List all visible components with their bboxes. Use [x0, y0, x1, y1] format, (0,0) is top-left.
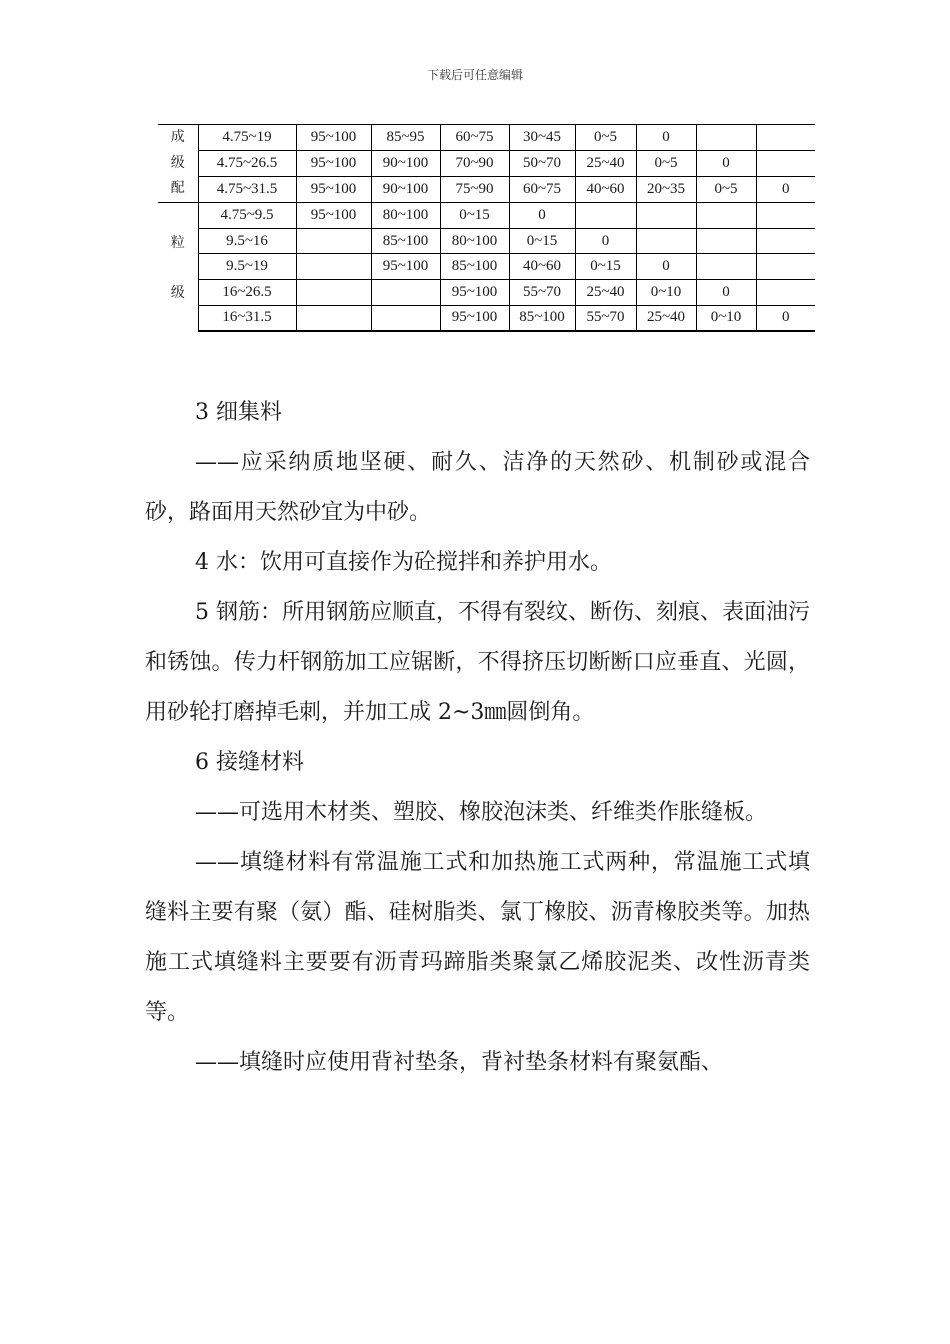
passing-percent-cell: 25~40 [636, 305, 696, 331]
passing-percent-cell: 0 [636, 125, 696, 151]
category-char: 成 [170, 129, 185, 145]
passing-percent-cell: 0 [756, 305, 815, 331]
passing-percent-cell: 0~5 [636, 151, 696, 177]
passing-percent-cell: 85~95 [371, 125, 440, 151]
paragraph: ——应采纳质地坚硬、耐久、洁净的天然砂、机制砂或混合砂，路面用天然砂宜为中砂。 [145, 450, 810, 525]
paragraph: ——填缝时应使用背衬垫条，背衬垫条材料有聚氨酯、 [195, 1050, 724, 1075]
table-row [158, 177, 815, 203]
passing-percent-cell: 25~40 [575, 280, 636, 306]
passing-percent-cell: 95~100 [371, 254, 440, 280]
passing-percent-cell: 70~90 [440, 151, 509, 177]
body-text [145, 388, 810, 1088]
category-char: 配 [170, 180, 185, 197]
size-range-cell: 9.5~16 [198, 228, 296, 254]
passing-percent-cell: 85~100 [371, 228, 440, 254]
passing-percent-cell: 90~100 [371, 177, 440, 203]
passing-percent-cell [696, 254, 756, 280]
table-row [158, 305, 815, 331]
passing-percent-cell: 0~15 [575, 254, 636, 280]
passing-percent-cell: 0 [756, 177, 815, 203]
passing-percent-cell: 55~70 [509, 280, 575, 306]
passing-percent-cell [696, 203, 756, 229]
category-cell [158, 203, 198, 332]
passing-percent-cell [296, 254, 371, 280]
passing-percent-cell: 95~100 [440, 280, 509, 306]
passing-percent-cell [296, 228, 371, 254]
passing-percent-cell: 60~75 [509, 177, 575, 203]
passing-percent-cell [296, 280, 371, 306]
passing-percent-cell [756, 125, 815, 151]
passing-percent-cell: 0 [696, 280, 756, 306]
passing-percent-cell: 85~100 [440, 254, 509, 280]
passing-percent-cell [575, 203, 636, 229]
aggregate-grading-table [158, 124, 815, 332]
passing-percent-cell: 95~100 [296, 177, 371, 203]
table-body [158, 125, 815, 332]
passing-percent-cell [696, 125, 756, 151]
passing-percent-cell: 95~100 [296, 203, 371, 229]
size-range-cell: 9.5~19 [198, 254, 296, 280]
passing-percent-cell: 0 [636, 254, 696, 280]
passing-percent-cell [756, 280, 815, 306]
passing-percent-cell: 80~100 [371, 203, 440, 229]
passing-percent-cell [756, 228, 815, 254]
table-row [158, 151, 815, 177]
passing-percent-cell [756, 151, 815, 177]
paragraph: ——可选用木材类、塑胶、橡胶泡沫类、纤维类作胀缝板。 [195, 800, 768, 825]
passing-percent-cell: 0~5 [696, 177, 756, 203]
passing-percent-cell: 30~45 [509, 125, 575, 151]
paragraph: 6 接缝材料 [195, 750, 304, 775]
table-row [158, 203, 815, 229]
size-range-cell: 16~31.5 [198, 305, 296, 331]
passing-percent-cell [296, 305, 371, 331]
table-row [158, 280, 815, 306]
paragraph: 4 水：饮用可直接作为砼搅拌和养护用水。 [195, 550, 612, 575]
passing-percent-cell: 90~100 [371, 151, 440, 177]
passing-percent-cell: 40~60 [575, 177, 636, 203]
category-char: 粒 [170, 235, 185, 252]
paragraph: 3 细集料 [195, 400, 282, 425]
passing-percent-cell: 20~35 [636, 177, 696, 203]
table-row [158, 254, 815, 280]
paragraph: ——填缝材料有常温施工式和加热施工式两种，常温施工式填缝料主要有聚（氨）酯、硅树脂类、氯丁橡胶、沥青橡胶类等。加热施工式填缝料主要要有沥青玛蹄脂类聚氯乙烯胶泥类、改性沥青类等。 [145, 850, 810, 1025]
passing-percent-cell: 80~100 [440, 228, 509, 254]
passing-percent-cell: 75~90 [440, 177, 509, 203]
passing-percent-cell [636, 203, 696, 229]
size-range-cell: 16~26.5 [198, 280, 296, 306]
page-header: 下载后可任意编辑 [426, 68, 523, 82]
passing-percent-cell: 0 [509, 203, 575, 229]
size-range-cell: 4.75~31.5 [198, 177, 296, 203]
paragraph: 5 钢筋：所用钢筋应顺直，不得有裂纹、断伤、刻痕、表面油污和锈蚀。传力杆钢筋加工应锯断，不得挤压切断断口应垂直、光圆，用砂轮打磨掉毛刺，并加工成 2~3㎜圆倒角。 [145, 600, 810, 725]
passing-percent-cell: 50~70 [509, 151, 575, 177]
passing-percent-cell: 0~15 [509, 228, 575, 254]
passing-percent-cell: 60~75 [440, 125, 509, 151]
table-row [158, 228, 815, 254]
passing-percent-cell [696, 228, 756, 254]
passing-percent-cell: 55~70 [575, 305, 636, 331]
passing-percent-cell: 0~10 [636, 280, 696, 306]
passing-percent-cell: 0~15 [440, 203, 509, 229]
passing-percent-cell: 0~5 [575, 125, 636, 151]
category-char: 级 [170, 154, 185, 171]
passing-percent-cell: 0~10 [696, 305, 756, 331]
size-range-cell: 4.75~26.5 [198, 151, 296, 177]
size-range-cell: 4.75~19 [198, 125, 296, 151]
table-row [158, 125, 815, 151]
passing-percent-cell [371, 305, 440, 331]
passing-percent-cell: 85~100 [509, 305, 575, 331]
category-cell [158, 125, 198, 203]
passing-percent-cell: 95~100 [296, 125, 371, 151]
passing-percent-cell [756, 203, 815, 229]
passing-percent-cell [756, 254, 815, 280]
passing-percent-cell [371, 280, 440, 306]
size-range-cell: 4.75~9.5 [198, 203, 296, 229]
passing-percent-cell: 95~100 [440, 305, 509, 331]
passing-percent-cell [636, 228, 696, 254]
passing-percent-cell: 25~40 [575, 151, 636, 177]
category-char: 级 [170, 285, 185, 302]
passing-percent-cell: 40~60 [509, 254, 575, 280]
passing-percent-cell: 0 [696, 151, 756, 177]
passing-percent-cell: 95~100 [296, 151, 371, 177]
passing-percent-cell: 0 [575, 228, 636, 254]
